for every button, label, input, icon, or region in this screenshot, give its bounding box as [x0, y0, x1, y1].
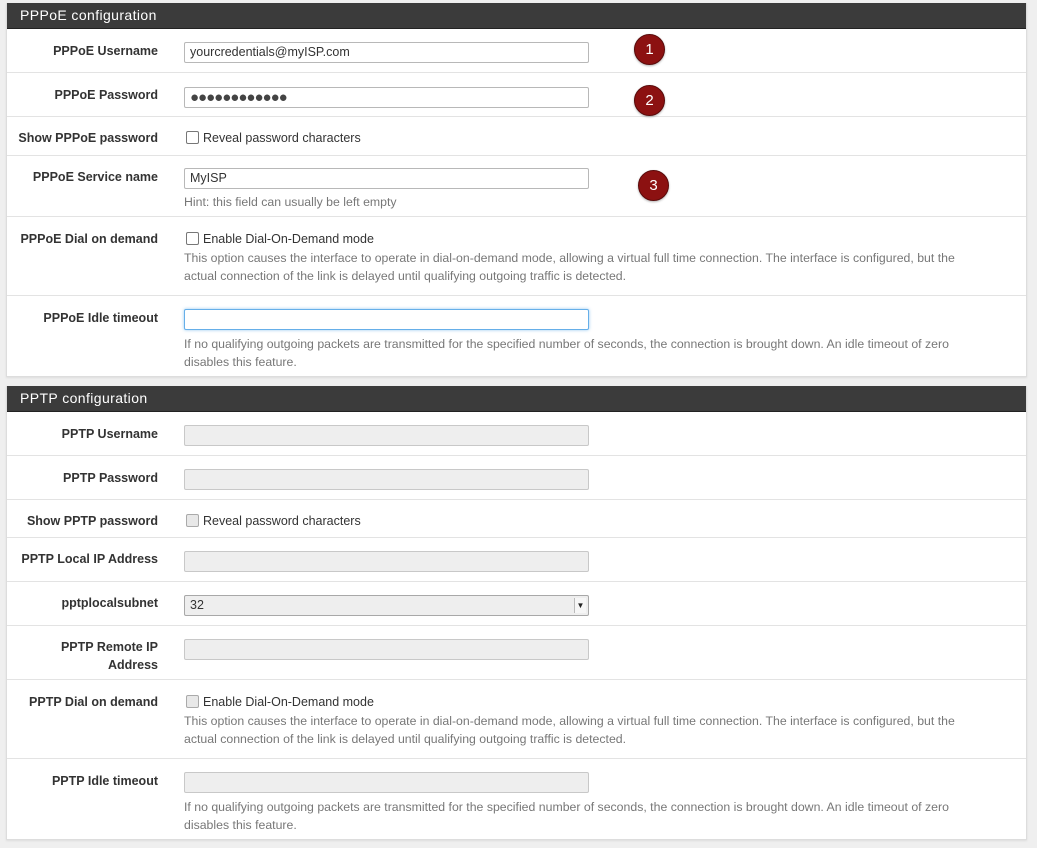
pptp-dial-label: PPTP Dial on demand: [29, 695, 158, 709]
pptp-remote-ip-label: [7, 638, 158, 674]
pptp-password-label: PPTP Password: [63, 471, 158, 485]
pppoe-idle-label: PPPoE Idle timeout: [43, 311, 158, 325]
pptp-subnet-row: [7, 582, 1026, 626]
pptp-panel: [6, 386, 1027, 840]
pppoe-idle-help-2: disables this feature.: [184, 355, 297, 369]
pppoe-username-input[interactable]: yourcredentials@myISP.com: [184, 42, 589, 63]
pppoe-password-label: PPPoE Password: [54, 88, 158, 102]
pptp-idle-help-1: If no qualifying outgoing packets are transmitted for the specified number of seconds, the connection is brought down. An idle timeout of zero: [184, 800, 949, 814]
pptp-password-row: [7, 456, 1026, 500]
pptp-idle-input[interactable]: [184, 772, 589, 793]
pptp-dial-row: [7, 680, 1026, 759]
pppoe-service-row: [7, 156, 1026, 217]
pptp-idle-row: [7, 759, 1026, 839]
pppoe-panel: [6, 3, 1027, 377]
pppoe-show-password-row: [7, 117, 1026, 156]
pptp-show-password-label: Show PPTP password: [26, 514, 158, 528]
pppoe-reveal-label: Reveal password characters: [203, 131, 361, 145]
pptp-idle-label: PPTP Idle timeout: [51, 774, 158, 788]
pptp-subnet-label: pptplocalsubnet: [61, 596, 158, 610]
pppoe-show-password-label: Show PPPoE password: [18, 131, 158, 145]
pptp-local-ip-row: [7, 538, 1026, 582]
pptp-show-password-row: [7, 500, 1026, 538]
chevron-down-icon: ▼: [574, 598, 586, 613]
pptp-password-input[interactable]: [184, 469, 589, 490]
pptp-remote-ip-label-line-1: PPTP Remote IP: [60, 640, 158, 654]
annotation-badge-3: 3: [638, 170, 669, 201]
pptp-remote-ip-row: [7, 626, 1026, 680]
pppoe-username-row: [7, 29, 1026, 73]
pppoe-dial-help-1: This option causes the interface to operate in dial-on-demand mode, allowing a virtual full time connection. The interface is configured, but the: [184, 251, 955, 265]
pppoe-password-input[interactable]: ●●●●●●●●●●●●: [184, 87, 589, 108]
pptp-reveal-checkbox[interactable]: [186, 514, 199, 527]
pptp-local-ip-label: PPTP Local IP Address: [21, 552, 158, 566]
pptp-panel-title: PPTP configuration: [7, 386, 1026, 412]
pptp-remote-ip-label-line-2: Address: [107, 658, 158, 672]
pptp-username-label: PPTP Username: [61, 427, 158, 441]
annotation-badge-2: 2: [634, 85, 665, 116]
pppoe-reveal-checkbox[interactable]: [186, 131, 199, 144]
pptp-subnet-value: 32: [190, 598, 204, 612]
pptp-subnet-select[interactable]: [184, 595, 589, 616]
pppoe-service-input[interactable]: MyISP: [184, 168, 589, 189]
pptp-reveal-label: Reveal password characters: [203, 514, 361, 528]
pppoe-panel-title: PPPoE configuration: [7, 3, 1026, 29]
pppoe-dial-help-2: actual connection of the link is delayed until qualifying outgoing traffic is detected.: [184, 269, 627, 283]
pppoe-dial-checkbox-label: Enable Dial-On-Demand mode: [203, 232, 374, 246]
pppoe-service-label: PPPoE Service name: [32, 170, 158, 184]
pptp-remote-ip-input[interactable]: [184, 639, 589, 660]
pppoe-password-row: [7, 73, 1026, 117]
pptp-idle-help-2: disables this feature.: [184, 818, 297, 832]
pptp-username-row: [7, 412, 1026, 456]
pppoe-dial-row: [7, 217, 1026, 296]
pppoe-idle-input[interactable]: [184, 309, 589, 330]
pppoe-idle-row: [7, 296, 1026, 376]
pptp-local-ip-input[interactable]: [184, 551, 589, 572]
pptp-dial-checkbox-label: Enable Dial-On-Demand mode: [203, 695, 374, 709]
pppoe-service-hint: Hint: this field can usually be left empty: [184, 195, 397, 209]
pptp-dial-help-1: This option causes the interface to operate in dial-on-demand mode, allowing a virtual full time connection. The interface is configured, but the: [184, 714, 955, 728]
pppoe-dial-label: PPPoE Dial on demand: [20, 232, 158, 246]
pppoe-dial-checkbox[interactable]: [186, 232, 199, 245]
pppoe-idle-help-1: If no qualifying outgoing packets are transmitted for the specified number of seconds, the connection is brought down. An idle timeout of zero: [184, 337, 949, 351]
annotation-badge-1: 1: [634, 34, 665, 65]
pptp-dial-help-2: actual connection of the link is delayed until qualifying outgoing traffic is detected.: [184, 732, 627, 746]
pppoe-username-label: PPPoE Username: [53, 44, 158, 58]
pptp-username-input[interactable]: [184, 425, 589, 446]
pptp-dial-checkbox[interactable]: [186, 695, 199, 708]
